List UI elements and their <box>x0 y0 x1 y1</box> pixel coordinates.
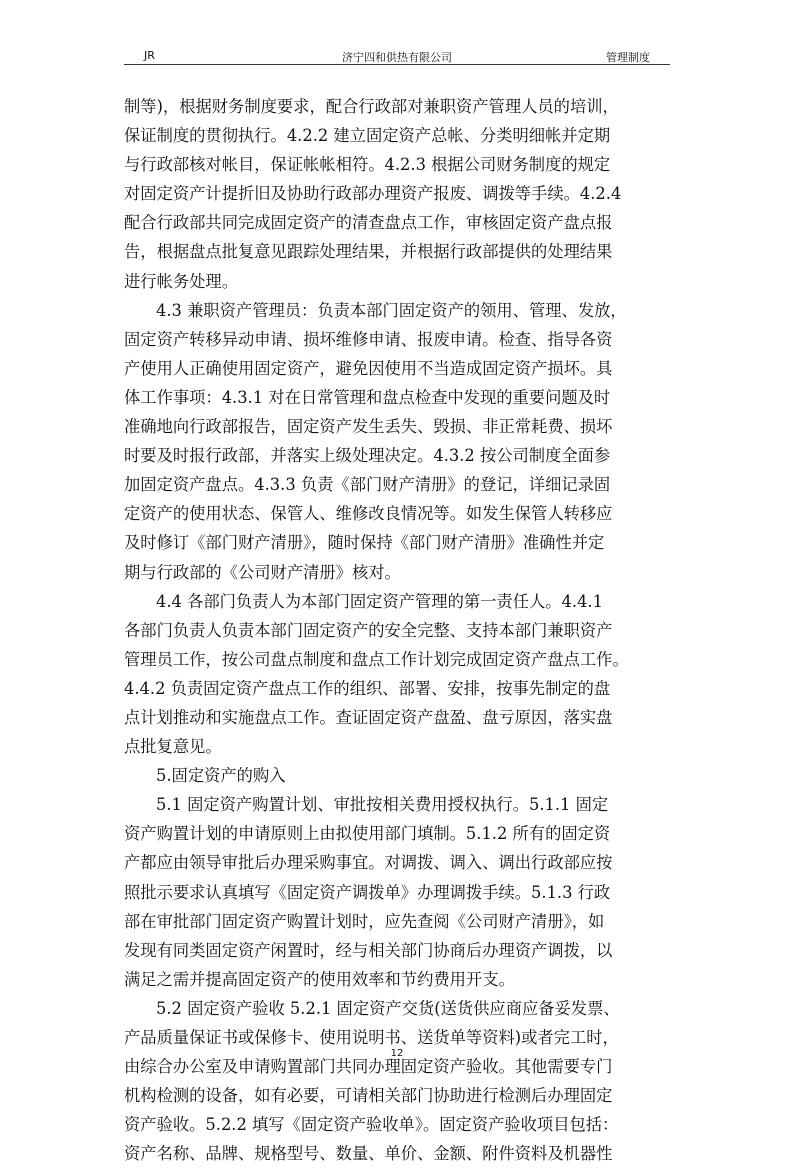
header-document-type: 管理制度 <box>606 51 650 64</box>
body-line: 及时修订《部门财产清册》，随时保持《部门财产清册》准确性并定 <box>124 533 605 553</box>
body-line: 时要及时报行政部，并落实上级处理决定。4.3.2 按公司制度全面参 <box>124 446 611 466</box>
header-left-code: JR <box>144 49 155 62</box>
body-line: 部在审批部门固定资产购置计划时，应先查阅《公司财产清册》，如 <box>124 911 605 931</box>
body-line: 与行政部核对帐目，保证帐帐相符。4.2.3 根据公司财务制度的规定 <box>124 155 611 175</box>
body-line: 期与行政部的《公司财产清册》核对。 <box>124 562 401 582</box>
body-line: 管理员工作，按公司盘点制度和盘点工作计划完成固定资产盘点工作。 <box>124 649 629 669</box>
body-line: 准确地向行政部报告，固定资产发生丢失、毁损、非正常耗费、损坏 <box>124 417 613 437</box>
body-line: 资产验收。5.2.2 填写《固定资产验收单》。固定资产验收项目包括： <box>124 1115 619 1135</box>
body-line: 点批复意见。 <box>124 737 222 757</box>
body-line: 进行帐务处理。 <box>124 271 238 291</box>
body-line: 4.4 各部门负责人为本部门固定资产管理的第一责任人。4.4.1 <box>156 591 603 611</box>
page-number: 12 <box>390 1048 404 1059</box>
body-line: 机构检测的设备，如有必要，可请相关部门协助进行检测后办理固定 <box>124 1086 613 1106</box>
body-line: 资产名称、品牌、规格型号、数量、单价、金额、附件资料及机器性 <box>124 1144 613 1164</box>
body-line: 点计划推动和实施盘点工作。查证固定资产盘盈、盘亏原因，落实盘 <box>124 707 613 727</box>
body-line: 产都应由领导审批后办理采购事宜。对调拨、调入、调出行政部应按 <box>124 853 613 873</box>
body-line: 满足之需并提高固定资产的使用效率和节约费用开支。 <box>124 969 515 989</box>
page-footer <box>0 1048 794 1059</box>
body-line: 定资产的使用状态、保管人、维修改良情况等。如发生保管人转移应 <box>124 504 613 524</box>
body-line: 保证制度的贯彻执行。4.2.2 建立固定资产总帐、分类明细帐并定期 <box>124 126 611 146</box>
body-line: 4.4.2 负责固定资产盘点工作的组织、部署、安排，按事先制定的盘 <box>124 678 611 698</box>
body-line: 4.3 兼职资产管理员：负责本部门固定资产的领用、管理、发放， <box>156 300 627 320</box>
body-line: 由综合办公室及申请购置部门共同办理固定资产验收。其他需要专门 <box>124 1057 613 1077</box>
body-line: 各部门负责人负责本部门固定资产的安全完整、支持本部门兼职资产 <box>124 620 613 640</box>
body-line: 告，根据盘点批复意见跟踪处理结果，并根据行政部提供的处理结果 <box>124 242 613 262</box>
body-line: 产品质量保证书或保修卡、使用说明书、送货单等资料)或者完工时， <box>124 1028 619 1047</box>
body-line: 资产购置计划的申请原则上由拟使用部门填制。5.1.2 所有的固定资 <box>124 824 611 844</box>
body-line: 5.1 固定资产购置计划、审批按相关费用授权执行。5.1.1 固定 <box>156 795 609 815</box>
body-line: 照批示要求认真填写《固定资产调拨单》办理调拨手续。5.1.3 行政 <box>124 882 611 902</box>
body-line: 固定资产转移异动申请、损坏维修申请、报废申请。检查、指导各资 <box>124 329 613 349</box>
body-line: 体工作事项：4.3.1 对在日常管理和盘点检查中发现的重要问题及时 <box>124 387 611 407</box>
body-line: 配合行政部共同完成固定资产的清查盘点工作，审核固定资产盘点报 <box>124 213 613 233</box>
document-body <box>124 92 672 1168</box>
body-line: 对固定资产计提折旧及协助行政部办理资产报废、调拨等手续。4.2.4 <box>124 184 622 204</box>
body-line: 5.2 固定资产验收 5.2.1 固定资产交货(送货供应商应备妥发票、 <box>156 998 620 1018</box>
body-line: 产使用人正确使用固定资产，避免因使用不当造成固定资产损坏。具 <box>124 358 613 378</box>
body-line: 5.固定资产的购入 <box>156 766 286 786</box>
page-header <box>124 44 670 65</box>
body-line: 制等)，根据财务制度要求，配合行政部对兼职资产管理人员的培训， <box>124 97 619 116</box>
body-line: 发现有同类固定资产闲置时，经与相关部门协商后办理资产调拨，以 <box>124 940 613 960</box>
body-line: 加固定资产盘点。4.3.3 负责《部门财产清册》的登记，详细记录固 <box>124 475 611 495</box>
header-company-name: 济宁四和供热有限公司 <box>342 51 452 64</box>
